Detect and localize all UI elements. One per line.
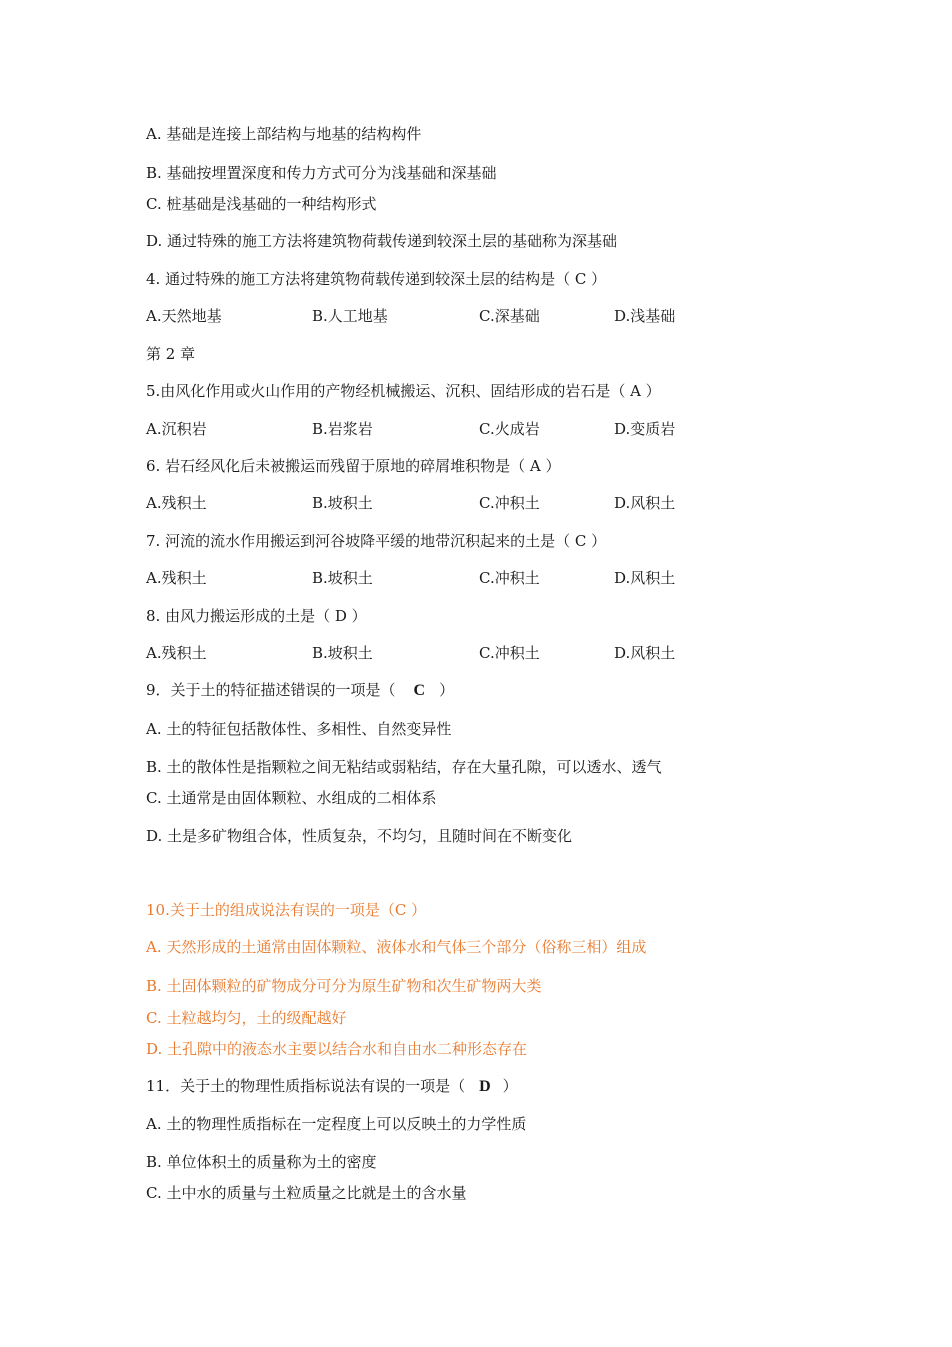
q9-stem xyxy=(146,680,454,701)
q4-option-c: C.深基础 xyxy=(479,307,540,325)
q6-stem: 6. 岩石经风化后未被搬运而残留于原地的碎屑堆积物是（ A ） xyxy=(146,457,561,475)
q6-option-b: B.坡积土 xyxy=(312,494,373,512)
q9-option-d: D. 土是多矿物组合体，性质复杂，不均匀，且随时间在不断变化 xyxy=(146,827,573,845)
q6-option-c: C.冲积土 xyxy=(479,494,540,512)
q3-option-c: C. 桩基础是浅基础的一种结构形式 xyxy=(146,195,377,213)
q3-option-b: B. 基础按埋置深度和传力方式可分为浅基础和深基础 xyxy=(146,164,497,182)
q9-option-c: C. 土通常是由固体颗粒、水组成的二相体系 xyxy=(146,789,437,807)
q4-stem: 4. 通过特殊的施工方法将建筑物荷载传递到较深土层的结构是（ C ） xyxy=(146,270,607,288)
q9-stem-text: 9．关于土的特征描述错误的一项是（ xyxy=(146,681,396,699)
q9-option-b: B. 土的散体性是指颗粒之间无粘结或弱粘结，存在大量孔隙，可以透水、透气 xyxy=(146,758,662,776)
q11-stem-text: 11．关于土的物理性质指标说法有误的一项是（ xyxy=(146,1077,466,1095)
q7-option-a: A.残积土 xyxy=(146,569,207,587)
q10-option-c: C. 土粒越均匀，土的级配越好 xyxy=(146,1009,347,1027)
q5-stem: 5.由风化作用或火山作用的产物经机械搬运、沉积、固结形成的岩石是（ A ） xyxy=(146,382,661,400)
q8-option-d: D.风积土 xyxy=(614,644,676,662)
q6-option-d: D.风积土 xyxy=(614,494,676,512)
q8-option-b: B.坡积土 xyxy=(312,644,373,662)
q5-option-c: C.火成岩 xyxy=(479,420,540,438)
q5-option-d: D.变质岩 xyxy=(614,420,676,438)
q7-option-c: C.冲积土 xyxy=(479,569,540,587)
q8-option-c: C.冲积土 xyxy=(479,644,540,662)
q9-answer: C xyxy=(413,682,426,699)
q11-option-b: B. 单位体积土的质量称为土的密度 xyxy=(146,1153,377,1171)
q8-stem: 8. 由风力搬运形成的土是（ D ） xyxy=(146,607,367,625)
q8-option-a: A.残积土 xyxy=(146,644,207,662)
q4-option-a: A.天然地基 xyxy=(146,307,222,325)
q5-option-a: A.沉积岩 xyxy=(146,420,207,438)
q9-stem-close: ） xyxy=(439,681,455,699)
q6-option-a: A.残积土 xyxy=(146,494,207,512)
q10-option-d: D. 土孔隙中的液态水主要以结合水和自由水二种形态存在 xyxy=(146,1040,528,1058)
q4-option-d: D.浅基础 xyxy=(614,307,676,325)
q11-option-c: C. 土中水的质量与土粒质量之比就是土的含水量 xyxy=(146,1184,467,1202)
q11-option-a: A. 土的物理性质指标在一定程度上可以反映土的力学性质 xyxy=(146,1115,527,1133)
q11-answer: D xyxy=(479,1078,491,1095)
chapter-heading: 第 2 章 xyxy=(146,345,196,363)
q5-option-b: B.岩浆岩 xyxy=(312,420,373,438)
q7-option-d: D.风积土 xyxy=(614,569,676,587)
q10-option-b: B. 土固体颗粒的矿物成分可分为原生矿物和次生矿物两大类 xyxy=(146,977,542,995)
q11-stem xyxy=(146,1076,518,1097)
q9-option-a: A. 土的特征包括散体性、多相性、自然变异性 xyxy=(146,720,452,738)
q11-stem-close: ） xyxy=(502,1077,518,1095)
q3-option-a: A. 基础是连接上部结构与地基的结构构件 xyxy=(146,125,422,143)
q7-stem: 7. 河流的流水作用搬运到河谷坡降平缓的地带沉积起来的土是（ C ） xyxy=(146,532,607,550)
q10-stem: 10.关于土的组成说法有误的一项是（C ） xyxy=(146,901,427,919)
q7-option-b: B.坡积土 xyxy=(312,569,373,587)
q3-option-d: D. 通过特殊的施工方法将建筑物荷载传递到较深土层的基础称为深基础 xyxy=(146,232,618,250)
q10-option-a: A. 天然形成的土通常由固体颗粒、液体水和气体三个部分（俗称三相）组成 xyxy=(146,938,647,956)
q4-option-b: B.人工地基 xyxy=(312,307,388,325)
